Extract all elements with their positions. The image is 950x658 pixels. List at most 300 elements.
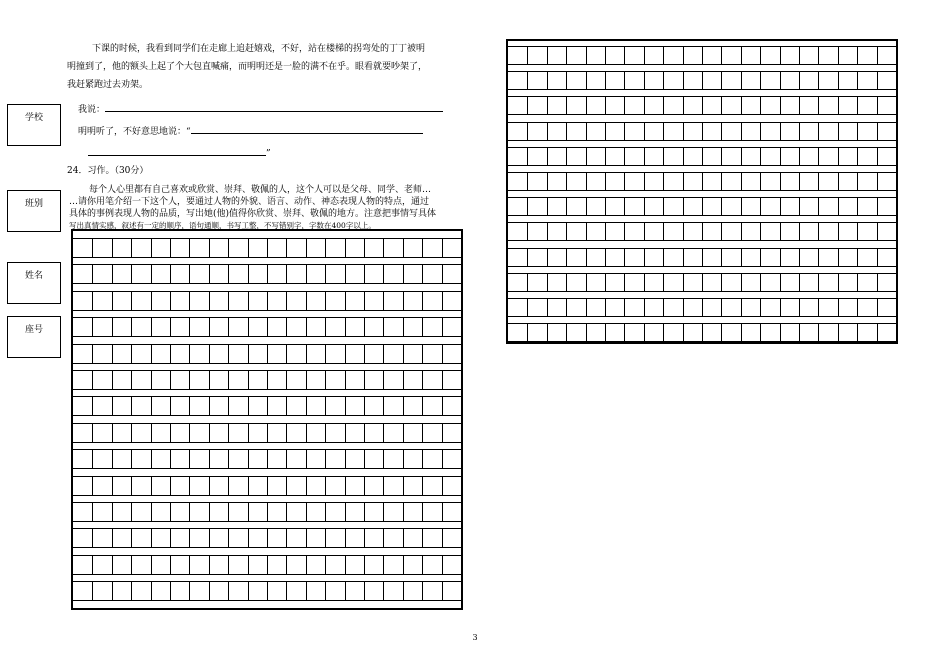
grid-cell-divider (189, 449, 190, 468)
grid-cell-divider (857, 323, 858, 341)
grid-cell-divider (170, 502, 171, 521)
grid-cell-divider (189, 502, 190, 521)
mingming-row (78, 122, 423, 143)
grid-cell-divider (799, 46, 800, 64)
mingming-blank-2[interactable] (88, 145, 266, 156)
grid-cell-divider (442, 370, 443, 389)
grid-cell-divider (325, 291, 326, 310)
grid-cell-divider (306, 581, 307, 600)
grid-cell-divider (286, 476, 287, 495)
grid-cell-divider (547, 172, 548, 190)
seat-label: 座号 (24, 325, 43, 335)
grid-cell-divider (663, 96, 664, 114)
grid-cell-divider (566, 122, 567, 140)
grid-cell-divider (248, 317, 249, 336)
grid-cell-divider (683, 248, 684, 266)
grid-cell-divider (112, 238, 113, 257)
grid-cell-divider (151, 449, 152, 468)
grid-cell-divider (306, 528, 307, 547)
grid-cell-divider (306, 502, 307, 521)
grid-cell-divider (267, 423, 268, 442)
grid-cell-divider (286, 502, 287, 521)
grid-cell-divider (624, 71, 625, 89)
grid-cell-divider (248, 502, 249, 521)
grid-cell-divider (422, 370, 423, 389)
grid-cell-divider (760, 248, 761, 266)
grid-row-line (508, 291, 896, 292)
grid-cell-divider (780, 147, 781, 165)
grid-cell-divider (383, 528, 384, 547)
grid-cell-divider (605, 172, 606, 190)
grid-cell-divider (566, 96, 567, 114)
grid-cell-divider (741, 122, 742, 140)
grid-cell-divider (306, 317, 307, 336)
grid-cell-divider (92, 502, 93, 521)
grid-cell-divider (586, 71, 587, 89)
grid-cell-divider (403, 317, 404, 336)
grid-cell-divider (228, 502, 229, 521)
grid-cell-divider (131, 423, 132, 442)
grid-cell-divider (248, 528, 249, 547)
grid-cell-divider (131, 555, 132, 574)
grid-cell-divider (547, 96, 548, 114)
grid-cell-divider (586, 122, 587, 140)
grid-cell-divider (683, 222, 684, 240)
grid-cell-divider (799, 122, 800, 140)
school-box[interactable] (7, 104, 61, 146)
grid-cell-divider (403, 449, 404, 468)
grid-cell-divider (624, 248, 625, 266)
grid-cell-divider (566, 298, 567, 316)
grid-cell-divider (383, 317, 384, 336)
grid-cell-divider (442, 291, 443, 310)
grid-cell-divider (818, 197, 819, 215)
me-said-blank[interactable] (105, 101, 443, 112)
instr-line-4: 写出真情实感，叙述有一定的顺序，语句通顺，书写工整，不写错别字，字数在400字以上。 (69, 221, 376, 230)
grid-cell-divider (345, 476, 346, 495)
grid-cell-divider (818, 122, 819, 140)
grid-cell-divider (248, 291, 249, 310)
grid-cell-divider (189, 370, 190, 389)
grid-cell-divider (325, 476, 326, 495)
grid-cell-divider (383, 370, 384, 389)
close-quote: ” (266, 149, 271, 159)
grid-cell-divider (131, 317, 132, 336)
grid-cell-divider (189, 476, 190, 495)
grid-cell-divider (838, 298, 839, 316)
grid-cell-divider (422, 581, 423, 600)
grid-cell-divider (248, 344, 249, 363)
grid-cell-divider (644, 71, 645, 89)
grid-cell-divider (209, 396, 210, 415)
grid-cell-divider (151, 370, 152, 389)
grid-cell-divider (702, 298, 703, 316)
grid-cell-divider (442, 555, 443, 574)
grid-cell-divider (286, 423, 287, 442)
school-label: 学校 (24, 113, 43, 123)
grid-cell-divider (644, 46, 645, 64)
grid-cell-divider (527, 197, 528, 215)
me-said-label: 我说： (78, 105, 106, 115)
grid-cell-divider (189, 528, 190, 547)
grid-cell-divider (248, 476, 249, 495)
grid-cell-divider (267, 317, 268, 336)
grid-cell-divider (131, 528, 132, 547)
grid-cell-divider (442, 238, 443, 257)
grid-cell-divider (644, 323, 645, 341)
grid-cell-divider (364, 238, 365, 257)
grid-cell-divider (325, 370, 326, 389)
grid-cell-divider (877, 96, 878, 114)
grid-cell-divider (799, 71, 800, 89)
grid-cell-divider (286, 238, 287, 257)
grid-cell-divider (325, 555, 326, 574)
grid-cell-divider (780, 197, 781, 215)
grid-cell-divider (818, 46, 819, 64)
grid-cell-divider (442, 396, 443, 415)
mingming-blank-1[interactable] (191, 123, 423, 134)
grid-cell-divider (442, 528, 443, 547)
grid-cell-divider (209, 317, 210, 336)
grid-cell-divider (92, 370, 93, 389)
grid-cell-divider (286, 291, 287, 310)
grid-cell-divider (248, 449, 249, 468)
grid-cell-divider (663, 122, 664, 140)
grid-cell-divider (345, 344, 346, 363)
grid-cell-divider (644, 122, 645, 140)
grid-row-line (73, 415, 461, 416)
grid-cell-divider (624, 122, 625, 140)
grid-cell-divider (286, 370, 287, 389)
grid-cell-divider (838, 197, 839, 215)
grid-cell-divider (92, 555, 93, 574)
grid-cell-divider (760, 273, 761, 291)
grid-cell-divider (702, 323, 703, 341)
grid-cell-divider (547, 323, 548, 341)
grid-cell-divider (741, 222, 742, 240)
grid-cell-divider (112, 317, 113, 336)
grid-cell-divider (151, 396, 152, 415)
grid-cell-divider (92, 476, 93, 495)
grid-cell-divider (306, 344, 307, 363)
grid-cell-divider (683, 273, 684, 291)
grid-cell-divider (741, 197, 742, 215)
grid-cell-divider (624, 46, 625, 64)
grid-cell-divider (92, 528, 93, 547)
grid-cell-divider (857, 71, 858, 89)
grid-cell-divider (799, 197, 800, 215)
grid-cell-divider (364, 581, 365, 600)
grid-row-line (508, 240, 896, 241)
grid-cell-divider (566, 147, 567, 165)
grid-cell-divider (818, 96, 819, 114)
grid-cell-divider (170, 555, 171, 574)
grid-cell-divider (702, 273, 703, 291)
grid-cell-divider (760, 46, 761, 64)
grid-cell-divider (527, 122, 528, 140)
grid-cell-divider (306, 238, 307, 257)
grid-cell-divider (547, 273, 548, 291)
grid-cell-divider (92, 238, 93, 257)
grid-cell-divider (112, 396, 113, 415)
grid-cell-divider (838, 222, 839, 240)
grid-cell-divider (422, 317, 423, 336)
grid-cell-divider (741, 248, 742, 266)
grid-cell-divider (345, 396, 346, 415)
grid-cell-divider (644, 273, 645, 291)
grid-cell-divider (248, 370, 249, 389)
grid-cell-divider (383, 396, 384, 415)
grid-cell-divider (228, 291, 229, 310)
grid-cell-divider (877, 197, 878, 215)
grid-cell-divider (857, 46, 858, 64)
grid-cell-divider (566, 323, 567, 341)
composition-grid-left[interactable] (71, 229, 463, 610)
grid-cell-divider (422, 238, 423, 257)
grid-cell-divider (267, 449, 268, 468)
grid-cell-divider (92, 264, 93, 283)
grid-cell-divider (857, 147, 858, 165)
grid-cell-divider (683, 172, 684, 190)
grid-cell-divider (780, 323, 781, 341)
grid-cell-divider (403, 476, 404, 495)
passage-line-1: 下课的时候，我看到同学们在走廊上追赶嬉戏，不好，站在楼梯的拐弯处的丁丁被明 (92, 44, 426, 54)
grid-cell-divider (364, 476, 365, 495)
grid-cell-divider (799, 222, 800, 240)
grid-cell-divider (877, 71, 878, 89)
grid-cell-divider (131, 476, 132, 495)
grid-cell-divider (325, 264, 326, 283)
grid-cell-divider (857, 96, 858, 114)
grid-cell-divider (760, 323, 761, 341)
grid-cell-divider (760, 172, 761, 190)
grid-cell-divider (383, 291, 384, 310)
grid-cell-divider (586, 147, 587, 165)
grid-cell-divider (422, 449, 423, 468)
grid-cell-divider (527, 298, 528, 316)
grid-cell-divider (131, 344, 132, 363)
grid-cell-divider (403, 581, 404, 600)
grid-cell-divider (131, 370, 132, 389)
grid-cell-divider (286, 396, 287, 415)
grid-cell-divider (566, 248, 567, 266)
grid-cell-divider (383, 449, 384, 468)
grid-row-line (508, 341, 896, 342)
grid-cell-divider (799, 323, 800, 341)
instr-line-3: 具体的事例表现人物的品质，写出她(他)值得你欣赏、崇拜、敬佩的地方。注意把事情写具体 (69, 209, 437, 219)
grid-cell-divider (527, 273, 528, 291)
grid-cell-divider (209, 555, 210, 574)
grid-cell-divider (189, 396, 190, 415)
grid-cell-divider (624, 96, 625, 114)
grid-cell-divider (131, 581, 132, 600)
grid-cell-divider (345, 449, 346, 468)
grid-cell-divider (286, 555, 287, 574)
grid-cell-divider (209, 581, 210, 600)
grid-cell-divider (547, 147, 548, 165)
grid-cell-divider (267, 238, 268, 257)
grid-cell-divider (403, 528, 404, 547)
grid-cell-divider (92, 581, 93, 600)
grid-cell-divider (112, 476, 113, 495)
grid-cell-divider (780, 96, 781, 114)
grid-cell-divider (151, 555, 152, 574)
grid-cell-divider (228, 449, 229, 468)
grid-cell-divider (209, 502, 210, 521)
grid-row-line (73, 310, 461, 311)
grid-cell-divider (267, 264, 268, 283)
grid-row-line (73, 521, 461, 522)
grid-cell-divider (683, 147, 684, 165)
grid-cell-divider (248, 423, 249, 442)
grid-cell-divider (383, 344, 384, 363)
grid-cell-divider (760, 96, 761, 114)
grid-cell-divider (624, 323, 625, 341)
grid-cell-divider (189, 238, 190, 257)
grid-cell-divider (586, 197, 587, 215)
name-box[interactable] (7, 262, 61, 304)
grid-cell-divider (605, 71, 606, 89)
grid-cell-divider (92, 396, 93, 415)
grid-cell-divider (818, 248, 819, 266)
grid-cell-divider (702, 197, 703, 215)
seat-box[interactable] (7, 316, 61, 358)
grid-cell-divider (566, 172, 567, 190)
grid-cell-divider (644, 172, 645, 190)
grid-cell-divider (644, 197, 645, 215)
class-box[interactable] (7, 190, 61, 232)
grid-cell-divider (547, 71, 548, 89)
grid-cell-divider (799, 273, 800, 291)
grid-cell-divider (818, 172, 819, 190)
grid-cell-divider (403, 238, 404, 257)
grid-cell-divider (151, 238, 152, 257)
grid-cell-divider (267, 396, 268, 415)
grid-cell-divider (403, 423, 404, 442)
grid-cell-divider (170, 370, 171, 389)
grid-cell-divider (721, 71, 722, 89)
grid-cell-divider (586, 172, 587, 190)
grid-row-line (73, 442, 461, 443)
grid-cell-divider (586, 323, 587, 341)
grid-cell-divider (131, 291, 132, 310)
grid-cell-divider (741, 323, 742, 341)
grid-cell-divider (683, 298, 684, 316)
grid-cell-divider (267, 344, 268, 363)
grid-cell-divider (780, 298, 781, 316)
grid-cell-divider (663, 197, 664, 215)
grid-cell-divider (663, 172, 664, 190)
grid-cell-divider (228, 555, 229, 574)
grid-cell-divider (442, 264, 443, 283)
grid-cell-divider (547, 298, 548, 316)
grid-cell-divider (605, 96, 606, 114)
grid-cell-divider (780, 222, 781, 240)
grid-cell-divider (383, 264, 384, 283)
page-number: 3 (472, 633, 478, 642)
grid-row-line (73, 547, 461, 548)
grid-cell-divider (422, 502, 423, 521)
grid-cell-divider (838, 147, 839, 165)
grid-cell-divider (857, 197, 858, 215)
grid-cell-divider (838, 122, 839, 140)
grid-cell-divider (877, 298, 878, 316)
grid-cell-divider (131, 449, 132, 468)
grid-cell-divider (799, 147, 800, 165)
grid-cell-divider (151, 581, 152, 600)
grid-cell-divider (721, 122, 722, 140)
grid-cell-divider (306, 555, 307, 574)
grid-cell-divider (702, 122, 703, 140)
grid-cell-divider (306, 264, 307, 283)
grid-cell-divider (857, 122, 858, 140)
grid-row-line (73, 283, 461, 284)
grid-cell-divider (683, 323, 684, 341)
grid-cell-divider (838, 71, 839, 89)
grid-cell-divider (364, 502, 365, 521)
grid-cell-divider (403, 370, 404, 389)
grid-cell-divider (624, 172, 625, 190)
grid-cell-divider (151, 291, 152, 310)
grid-cell-divider (189, 317, 190, 336)
grid-cell-divider (442, 502, 443, 521)
grid-cell-divider (325, 528, 326, 547)
grid-cell-divider (364, 264, 365, 283)
grid-cell-divider (325, 502, 326, 521)
grid-cell-divider (325, 238, 326, 257)
grid-cell-divider (345, 528, 346, 547)
grid-cell-divider (605, 46, 606, 64)
grid-cell-divider (112, 264, 113, 283)
grid-cell-divider (702, 147, 703, 165)
grid-cell-divider (527, 71, 528, 89)
grid-row-line (508, 140, 896, 141)
grid-cell-divider (780, 248, 781, 266)
grid-cell-divider (527, 96, 528, 114)
grid-cell-divider (780, 273, 781, 291)
grid-cell-divider (818, 323, 819, 341)
grid-cell-divider (877, 46, 878, 64)
grid-cell-divider (92, 291, 93, 310)
grid-cell-divider (721, 323, 722, 341)
grid-cell-divider (422, 264, 423, 283)
grid-cell-divider (170, 317, 171, 336)
composition-grid-right[interactable] (506, 39, 898, 344)
grid-cell-divider (780, 71, 781, 89)
grid-cell-divider (345, 423, 346, 442)
grid-cell-divider (209, 449, 210, 468)
grid-cell-divider (857, 222, 858, 240)
grid-cell-divider (228, 528, 229, 547)
grid-cell-divider (383, 555, 384, 574)
grid-cell-divider (112, 449, 113, 468)
grid-cell-divider (442, 317, 443, 336)
grid-cell-divider (566, 71, 567, 89)
grid-cell-divider (189, 555, 190, 574)
grid-cell-divider (345, 317, 346, 336)
grid-cell-divider (586, 273, 587, 291)
grid-cell-divider (209, 344, 210, 363)
grid-cell-divider (760, 71, 761, 89)
grid-cell-divider (267, 502, 268, 521)
grid-cell-divider (741, 96, 742, 114)
grid-cell-divider (527, 248, 528, 266)
grid-cell-divider (267, 291, 268, 310)
grid-cell-divider (799, 172, 800, 190)
grid-cell-divider (663, 323, 664, 341)
grid-row-line (508, 266, 896, 267)
grid-cell-divider (780, 172, 781, 190)
